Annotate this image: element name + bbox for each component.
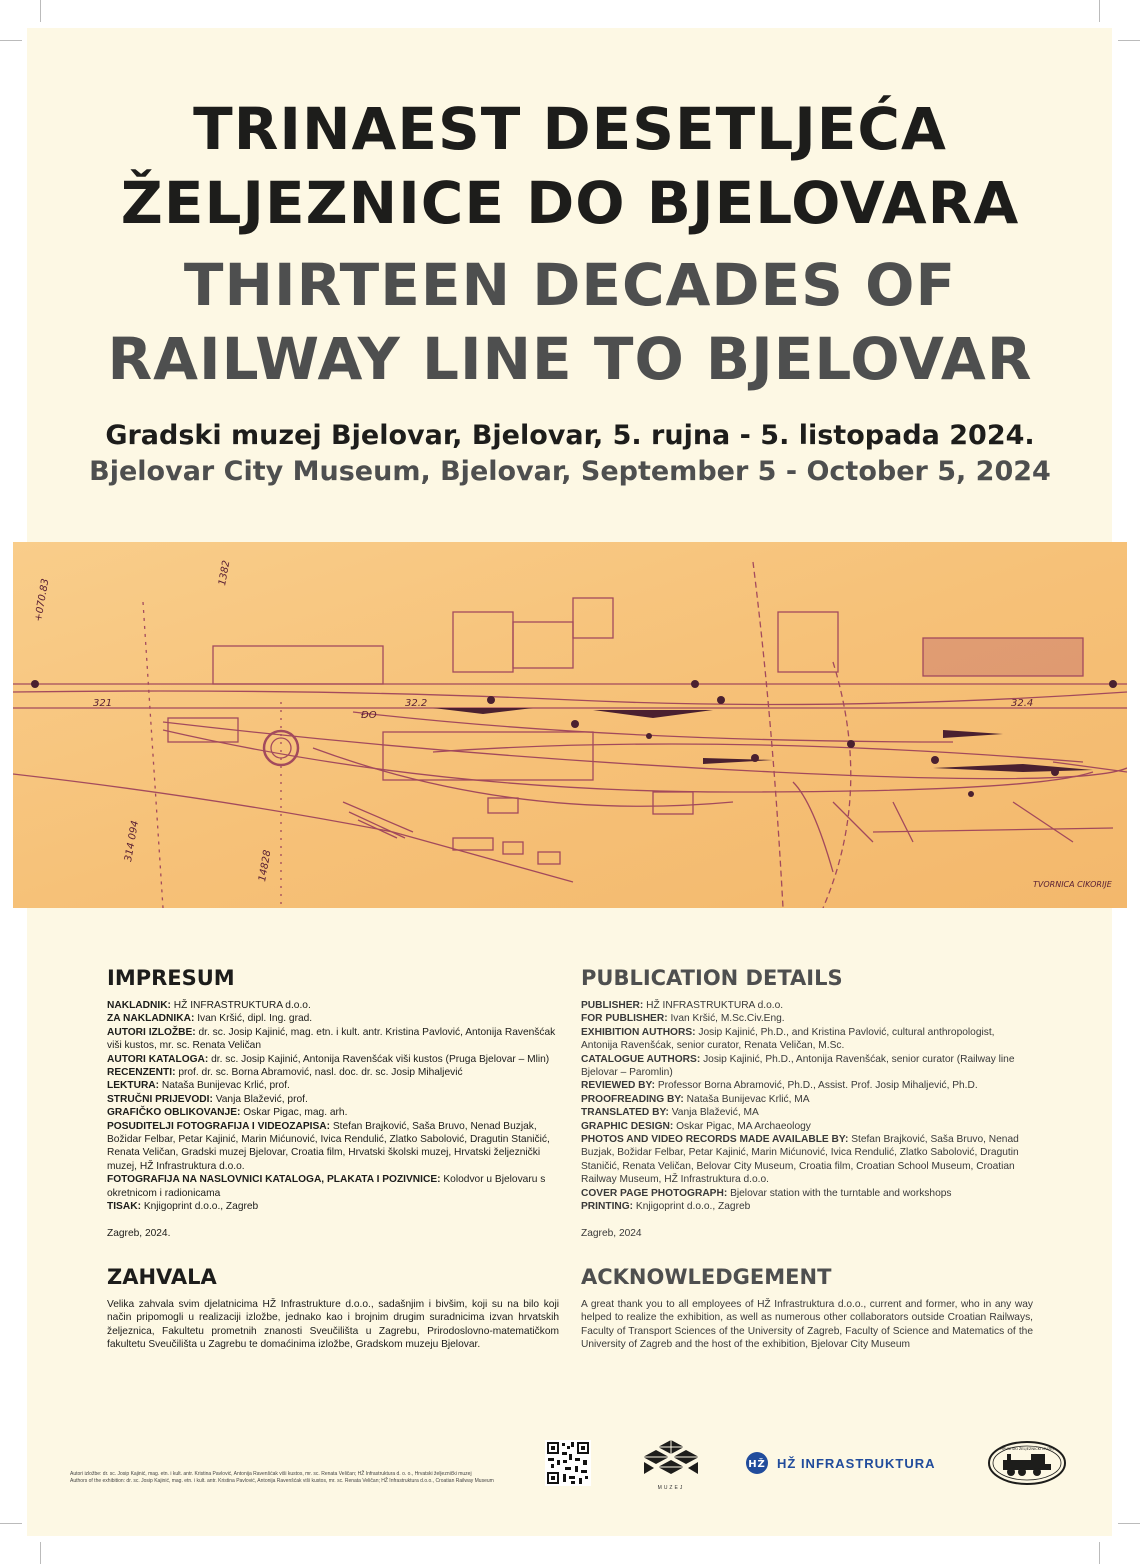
- impresum-entry: [107, 1053, 559, 1066]
- impresum-entry: [107, 1012, 559, 1025]
- impresum-entry-label: NAKLADNIK:: [107, 1000, 171, 1011]
- plan-label-14828: 14828: [257, 849, 274, 883]
- publication-entry-label: FOR PUBLISHER:: [581, 1013, 668, 1025]
- hz-logo-text: HŽ INFRASTRUKTURA: [777, 1455, 936, 1471]
- impresum-entry-value: dr. sc. Josip Kajinić, mag. etn. i kult. antr. Kristina Pavlović, Antonija Ravenšćak viši kustos, mr. sc. Renata Veličan: [107, 1026, 556, 1052]
- crop-mark: [1099, 1542, 1100, 1564]
- venue-en: Bjelovar City Museum, Bjelovar, September 5 - October 5, 2024: [89, 456, 1051, 487]
- acknowledgement-text: A great thank you to all employees of HŽ Infrastruktura d.o.o., current and former, who in any way helped to realize the exhibition, as well as numerous other collaborators outside Croatian Railways, Faculty of Transport Sciences of the University of Zagreb, Faculty of Science and Matematics of the University of Zagreb and the host of the exhibition, Bjelovar City Museum: [581, 1298, 1033, 1351]
- impresum-entry-label: ZA NAKLADNIKA:: [107, 1013, 195, 1025]
- hz-infrastruktura-logo: [745, 1451, 936, 1475]
- impresum-entry: [107, 1079, 559, 1092]
- impresum-section: [107, 965, 559, 1352]
- impresum-entry-label: LEKTURA:: [107, 1080, 160, 1092]
- impresum-entry-value: Vanja Blažević, prof.: [215, 1093, 308, 1105]
- publication-entry-value: Oskar Pigac, MA Archaeology: [676, 1120, 811, 1132]
- publication-entry-value: Nataša Bunijevac Krlić, MA: [686, 1093, 810, 1105]
- impresum-entry-value: Stefan Brajković, Saša Bruvo, Nenad Buzjak, Božidar Felbar, Petar Kajinić, Marin Mićunović, Ivica Rendulić, Zlatko Sabolović, Dragutin Staničić, Renata Veličan, Gradski muzej Bjelovar, Croatia film, Hrvatski školski muzej, Hrvatski željeznički muzej, HŽ Infrastruktura d.o.o.: [107, 1120, 550, 1172]
- impresum-entry-value: Nataša Bunijevac Krlić, prof.: [161, 1080, 290, 1092]
- publication-entry-label: GRAPHIC DESIGN:: [581, 1120, 674, 1132]
- impresum-entry: [107, 999, 559, 1012]
- title-hr-line1: TRINAEST DESETLJEĆA: [193, 95, 947, 163]
- zahvala-text: Velika zahvala svim djelatnicima HŽ Infrastrukture d.o.o., sadašnjim i bivšim, koji su na bilo koji način pripomogli u realizaciji izložbe, jednako kao i brojnim drugim suradnicima izvan hrvatskih željeznica, Fakultetu prometnih znanosti Sveučilišta u Zagrebu, Prirodoslovno-matematičkom fakultetu Sveučilišta u Zagrebu te domaćinima izložbe, Gradskom muzeju Bjelovar.: [107, 1298, 559, 1351]
- publication-entry-value: Professor Borna Abramović, Ph.D., Assist. Prof. Josip Mihaljević, Ph.D.: [657, 1080, 978, 1092]
- crop-mark: [0, 1523, 22, 1524]
- publication-entry: [581, 1200, 1033, 1213]
- impresum-entry: [107, 1026, 559, 1053]
- publication-entry: [581, 1187, 1033, 1200]
- impresum-entry-label: GRAFIČKO OBLIKOVANJE:: [107, 1107, 241, 1119]
- qr-code[interactable]: [545, 1440, 591, 1486]
- impresum-entry-value: Kolodvor u Bjelovaru s okretnicom i radionicama: [107, 1174, 546, 1199]
- publication-entry: [581, 1026, 1033, 1053]
- impresum-list: [107, 999, 559, 1214]
- publication-heading: PUBLICATION DETAILS: [581, 966, 843, 990]
- publication-list: [581, 999, 1033, 1214]
- crop-mark: [40, 0, 41, 22]
- publication-entry-value: HŽ INFRASTRUKTURA d.o.o.: [646, 1000, 784, 1011]
- impresum-entry-label: POSUDITELJI FOTOGRAFIJA I VIDEOZAPISA:: [107, 1120, 331, 1132]
- publication-entry: [581, 1120, 1033, 1133]
- publication-entry-label: PUBLISHER:: [581, 1000, 644, 1011]
- acknowledgement-heading: ACKNOWLEDGEMENT: [581, 1264, 832, 1289]
- impresum-entry: [107, 1093, 559, 1106]
- publication-entry-label: TRANSLATED BY:: [581, 1107, 669, 1119]
- publication-entry-label: PROOFREADING BY:: [581, 1093, 684, 1105]
- publication-entry-label: PRINTING:: [581, 1201, 634, 1213]
- publication-entry-value: Knjigoprint d.o.o., Zagreb: [635, 1201, 751, 1213]
- publication-entry-value: Ivan Kršić, M.Sc.Civ.Eng.: [670, 1013, 785, 1025]
- impresum-entry-label: STRUČNI PRIJEVODI:: [107, 1093, 213, 1105]
- plan-label-do: ĐO: [361, 710, 377, 721]
- publication-place-date: Zagreb, 2024: [581, 1227, 642, 1239]
- publication-entry: [581, 1012, 1033, 1025]
- impresum-entry-value: Ivan Kršić, dipl. Ing. grad.: [197, 1013, 313, 1025]
- crop-mark: [1118, 1523, 1140, 1524]
- railway-museum-logo: [987, 1440, 1067, 1486]
- plan-label-1382: 1382: [217, 559, 233, 587]
- impresum-entry-value: HŽ INFRASTRUKTURA d.o.o.: [173, 1000, 311, 1011]
- publication-entry: [581, 999, 1033, 1012]
- impresum-entry-label: RECENZENTI:: [107, 1067, 176, 1079]
- plan-label-chainage: +070.83: [33, 577, 52, 623]
- footer-credit: [70, 1471, 494, 1485]
- crop-mark: [40, 1542, 41, 1564]
- plan-label-321: 321: [93, 698, 113, 709]
- impresum-place-date: Zagreb, 2024.: [107, 1227, 171, 1239]
- publication-entry: [581, 1106, 1033, 1119]
- plan-label-322: 32.2: [405, 698, 428, 709]
- crop-mark: [0, 40, 22, 41]
- crop-mark: [1099, 0, 1100, 22]
- title-en-line2: RAILWAY LINE TO BJELOVAR: [107, 325, 1033, 393]
- publication-entry-label: CATALOGUE AUTHORS:: [581, 1053, 701, 1065]
- title-hr-line2: ŽELJEZNICE DO BJELOVARA: [120, 169, 1020, 237]
- impresum-entry: [107, 1066, 559, 1079]
- impresum-entry-value: prof. dr. sc. Borna Abramović, nasl. doc. dr. sc. Josip Mihaljević: [178, 1067, 463, 1079]
- impresum-entry-label: AUTORI KATALOGA:: [107, 1053, 209, 1065]
- footer-credit-en: Authors of the exhibition: dr. sc. Josip Kajinić, mag. etn. i kult. antr. Kristina Pavlović, Antonija Ravenšćak viši kustos, mr. sc. Renata Veličan; HŽ Infrastruktura d.o.o., Croatian Railway Museum: [70, 1478, 494, 1484]
- impresum-entry: [107, 1200, 559, 1213]
- publication-entry-value: Josip Kajinić, Ph.D., Antonija Ravenšćak, senior curator (Railway line Bjelovar – Paromlin): [581, 1053, 1015, 1079]
- impresum-entry-label: AUTORI IZLOŽBE:: [107, 1026, 196, 1038]
- station-plan-drawing: [13, 542, 1127, 908]
- publication-entry-value: Josip Kajinić, Ph.D., and Kristina Pavlović, cultural anthropologist, Antonija Ravenšćak, senior curator, Renata Veličan, M.Sc.: [581, 1026, 995, 1052]
- publication-entry-label: EXHIBITION AUTHORS:: [581, 1026, 696, 1038]
- impresum-entry-label: FOTOGRAFIJA NA NASLOVNICI KATALOGA, PLAKATA I POZIVNICE:: [107, 1174, 441, 1186]
- impresum-heading: IMPRESUM: [107, 966, 235, 990]
- railway-museum-logo-text: HRVATSKI ŽELJEZNIČKI MUZEJ: [1000, 1447, 1054, 1451]
- publication-entry: [581, 1133, 1033, 1187]
- zahvala-heading: ZAHVALA: [107, 1264, 217, 1289]
- plan-label-314094: 314 094: [123, 819, 142, 863]
- impresum-entry-value: Knjigoprint d.o.o., Zagreb: [143, 1201, 259, 1213]
- publication-entry-value: Bjelovar station with the turntable and workshops: [730, 1187, 952, 1199]
- crop-mark: [1118, 40, 1140, 41]
- footer-credit-hr: Autori izložbe: dr. sc. Josip Kajinić, mag. etn. i kult. antr. Kristina Pavlović, Antonija Ravenšćak viši kustos, mr. sc. Renata Veličan; HŽ Infrastruktura d. o. o., Hrvatski željeznički muzej: [70, 1471, 472, 1477]
- impresum-entry: [107, 1106, 559, 1119]
- impresum-entry: [107, 1120, 559, 1174]
- svg-text:HŽ: HŽ: [748, 1459, 766, 1470]
- city-museum-logo: [640, 1438, 702, 1490]
- publication-entry-label: REVIEWED BY:: [581, 1080, 655, 1092]
- hz-emblem-icon: [745, 1451, 769, 1475]
- publication-entry: [581, 1053, 1033, 1080]
- impresum-entry-value: Oskar Pigac, mag. arh.: [243, 1107, 348, 1119]
- publication-entry-label: COVER PAGE PHOTOGRAPH:: [581, 1187, 728, 1199]
- publication-section: [581, 965, 1033, 1352]
- impresum-entry: [107, 1173, 559, 1200]
- publication-entry-value: Vanja Blažević, MA: [671, 1107, 759, 1119]
- impresum-entry-label: TISAK:: [107, 1201, 141, 1213]
- publication-entry: [581, 1079, 1033, 1092]
- city-museum-logo-text: MUZEJ: [657, 1485, 685, 1491]
- plan-label-factory: TVORNICA CIKORIJE: [1033, 880, 1112, 889]
- publication-entry: [581, 1093, 1033, 1106]
- publication-entry-label: PHOTOS AND VIDEO RECORDS MADE AVAILABLE BY:: [581, 1134, 849, 1146]
- station-plan-image: [13, 542, 1127, 908]
- publication-entry-value: Stefan Brajković, Saša Bruvo, Nenad Buzjak, Božidar Felbar, Petar Kajinić, Marin Mićunović, Ivica Rendulić, Zlatko Sabolović, Dragutin Staničić, Renata Veličan, Belovar City Museum, Croatia film, Croatian School Museum, Croatian Railway Museum, HŽ Infrastruktura d.o.o.: [581, 1134, 1019, 1186]
- venue-hr: Gradski muzej Bjelovar, Bjelovar, 5. rujna - 5. listopada 2024.: [105, 420, 1035, 451]
- plan-label-324: 32.4: [1011, 698, 1034, 709]
- title-en-line1: THIRTEEN DECADES OF: [183, 251, 957, 319]
- impresum-entry-value: dr. sc. Josip Kajinić, Antonija Ravenšćak viši kustos (Pruga Bjelovar – Mlin): [211, 1053, 550, 1065]
